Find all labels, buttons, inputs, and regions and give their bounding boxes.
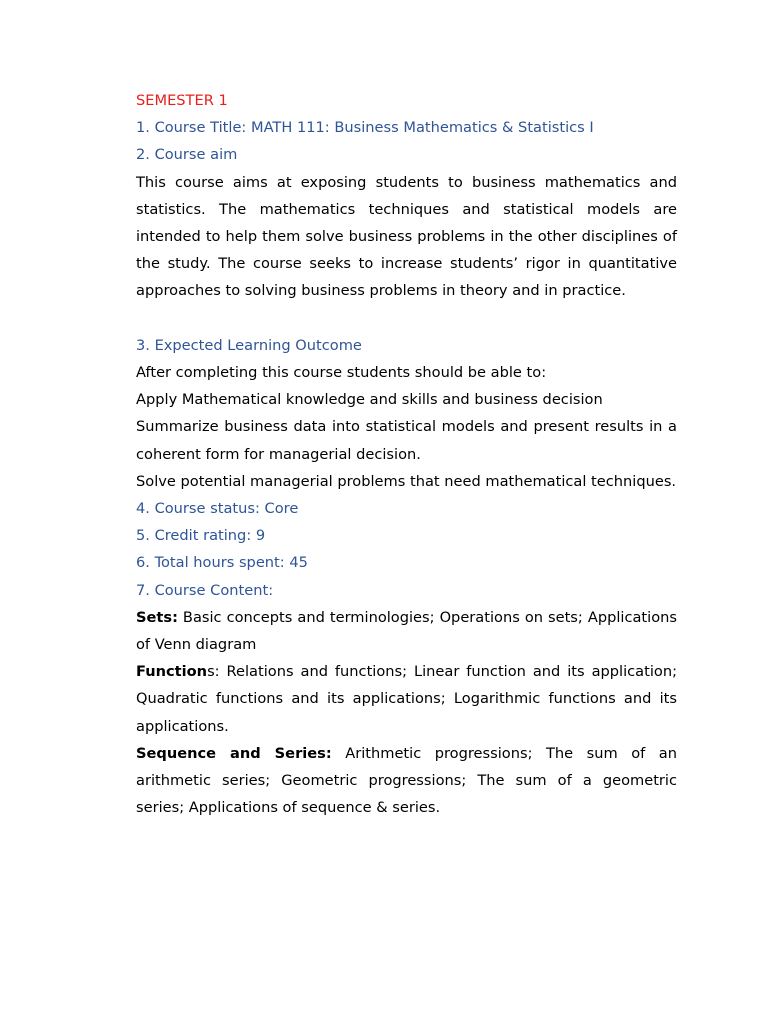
document-page (136, 87, 677, 821)
content-topic-functions (136, 658, 677, 740)
course-aim-text: This course aims at exposing students to business mathematics and statistics. The mathematics techniques and statistical models are intended to help them solve business problems in the other disciplines of the study. The course seeks to increase students’ rigor in quantitative approaches to solving business problems in theory and in practice. (136, 173, 677, 300)
credit-rating-heading: 5. Credit rating: 9 (136, 527, 266, 545)
learning-outcome-item: Solve potential managerial problems that need mathematical techniques. (136, 472, 677, 490)
course-aim-heading: 2. Course aim (136, 146, 238, 164)
course-status-heading: 4. Course status: Core (136, 500, 299, 518)
topic-title: Sequence and Series: (136, 744, 332, 762)
learning-outcome-heading: 3. Expected Learning Outcome (136, 336, 362, 354)
topic-description: Basic concepts and terminologies; Operations on sets; Applications of Venn diagram (136, 608, 677, 654)
learning-outcome-item: Apply Mathematical knowledge and skills and business decision (136, 391, 603, 409)
total-hours-heading: 6. Total hours spent: 45 (136, 554, 308, 572)
semester-heading: SEMESTER 1 (136, 92, 228, 109)
topic-title: Sets: (136, 608, 178, 626)
topic-title: Function (136, 663, 208, 681)
topic-description: s: Relations and functions; Linear function and its application; Quadratic functions and its applications; Logarithmic functions and its applications. (136, 663, 677, 735)
course-title-heading: 1. Course Title: MATH 111: Business Mathematics & Statistics I (136, 119, 594, 137)
blank-line (136, 305, 677, 332)
learning-outcome-intro: After completing this course students should be able to: (136, 364, 547, 382)
content-topic-sets (136, 604, 677, 658)
topic-description: Arithmetic progressions; The sum of an arithmetic series; Geometric progressions; The sum of a geometric series; Applications of sequence & series. (136, 744, 677, 817)
content-topic-sequence-series (136, 740, 677, 822)
learning-outcome-item: Summarize business data into statistical models and present results in a coherent form for managerial decision. (136, 418, 677, 463)
course-content-heading: 7. Course Content: (136, 581, 274, 599)
